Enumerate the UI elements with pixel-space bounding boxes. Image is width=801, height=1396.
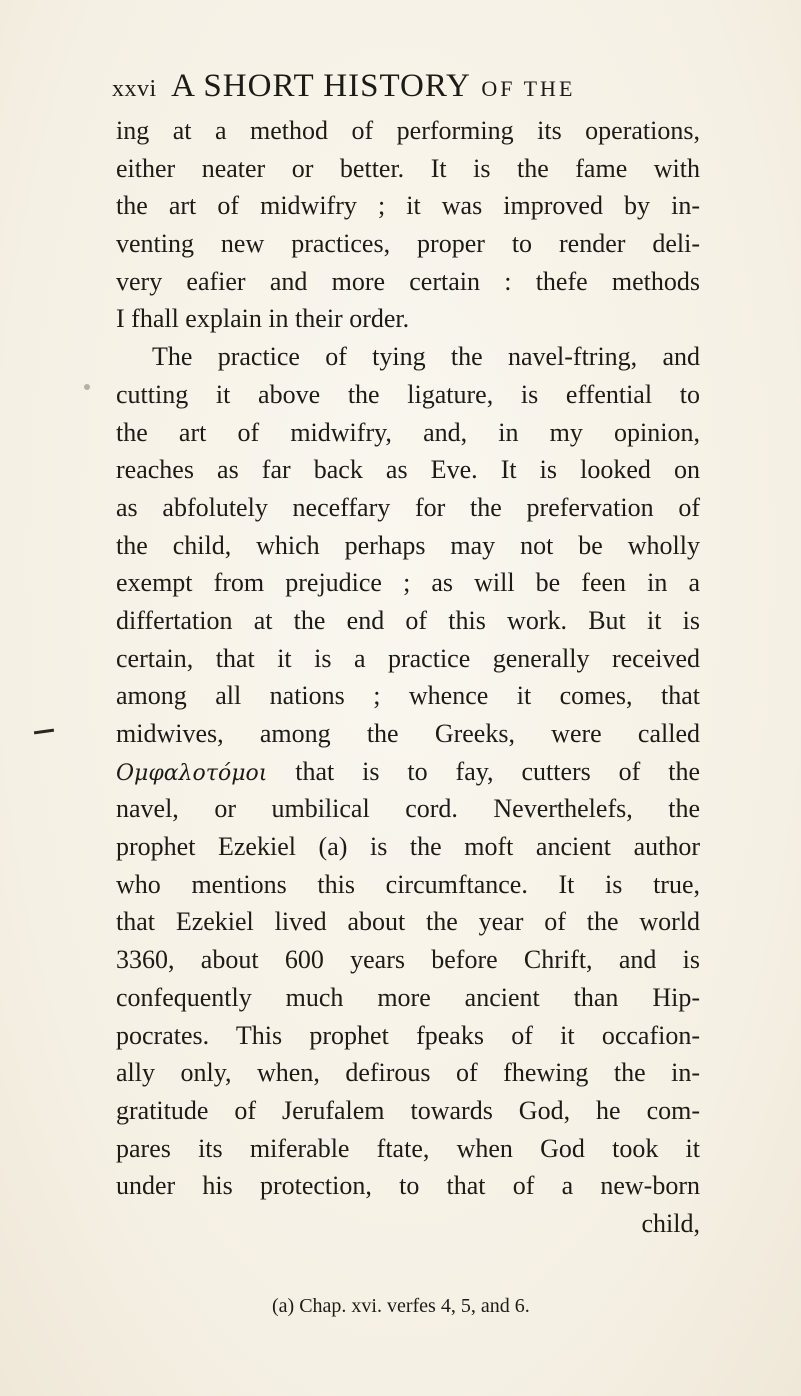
text-line: cutting it above the ligature, is effential to bbox=[116, 379, 700, 409]
footnote: (a) Chap. xvi. verfes 4, 5, and 6. bbox=[272, 1295, 530, 1317]
text-line: among all nations ; whence it comes, that bbox=[116, 681, 700, 711]
text-line: reaches as far back as Eve. It is looked on bbox=[116, 455, 700, 485]
text-line: the art of midwifry ; it was improved by in- bbox=[116, 191, 700, 221]
ink-spot bbox=[84, 384, 90, 390]
text-line: exempt from prejudice ; as will be feen in a bbox=[116, 568, 700, 598]
text-line: ing at a method of performing its operations, bbox=[116, 116, 700, 145]
text-line: differtation at the end of this work. But it is bbox=[116, 605, 700, 635]
text-line: child, bbox=[641, 1208, 700, 1238]
text-line: certain, that it is a practice generally received bbox=[116, 643, 700, 673]
text-line: I fhall explain in their order. bbox=[116, 304, 410, 334]
text-line: prophet Ezekiel (a) is the moft ancient author bbox=[116, 832, 700, 862]
text-line: who mentions this circumftance. It is true, bbox=[116, 869, 700, 899]
text-line: either neater or better. It is the fame with bbox=[116, 153, 700, 183]
text-line: the art of midwifry, and, in my opinion, bbox=[116, 417, 700, 447]
page-number: xxvi bbox=[112, 76, 157, 102]
text-line: midwives, among the Greeks, were called bbox=[116, 719, 700, 748]
text-line: pares its miferable ftate, when God took it bbox=[116, 1133, 700, 1163]
text-line: confequently much more ancient than Hip- bbox=[116, 982, 700, 1012]
running-title-suffix: OF THE bbox=[481, 76, 576, 101]
margin-mark bbox=[34, 729, 54, 735]
text-line: navel, or umbilical cord. Neverthelefs, the bbox=[116, 794, 700, 824]
text-line: the child, which perhaps may not be wholly bbox=[116, 530, 700, 560]
text-line: venting new practices, proper to render deli- bbox=[116, 229, 700, 259]
text-line: 3360, about 600 years before Chrift, and is bbox=[116, 945, 700, 975]
text-line: gratitude of Jerufalem towards God, he com- bbox=[116, 1095, 700, 1125]
text-line: ally only, when, defirous of fhewing the in- bbox=[116, 1058, 700, 1088]
text-line: as abfolutely neceffary for the prefervation of bbox=[116, 492, 700, 522]
line-text: that is to fay, cutters of the bbox=[267, 756, 700, 786]
text-line: under his protection, to that of a new-born bbox=[116, 1171, 700, 1201]
text-line: pocrates. This prophet fpeaks of it occafion- bbox=[116, 1020, 700, 1050]
text-line bbox=[116, 753, 700, 791]
text-line: The practice of tying the navel-ftring, and bbox=[152, 342, 700, 372]
text-line: very eafier and more certain : thefe methods bbox=[116, 266, 700, 296]
text-line: that Ezekiel lived about the year of the world bbox=[116, 907, 700, 937]
body-text bbox=[116, 112, 700, 1243]
greek-word: Ομφαλοτόμοι bbox=[116, 760, 268, 786]
running-head bbox=[112, 68, 732, 112]
running-title: A SHORT HISTORY bbox=[171, 68, 471, 104]
